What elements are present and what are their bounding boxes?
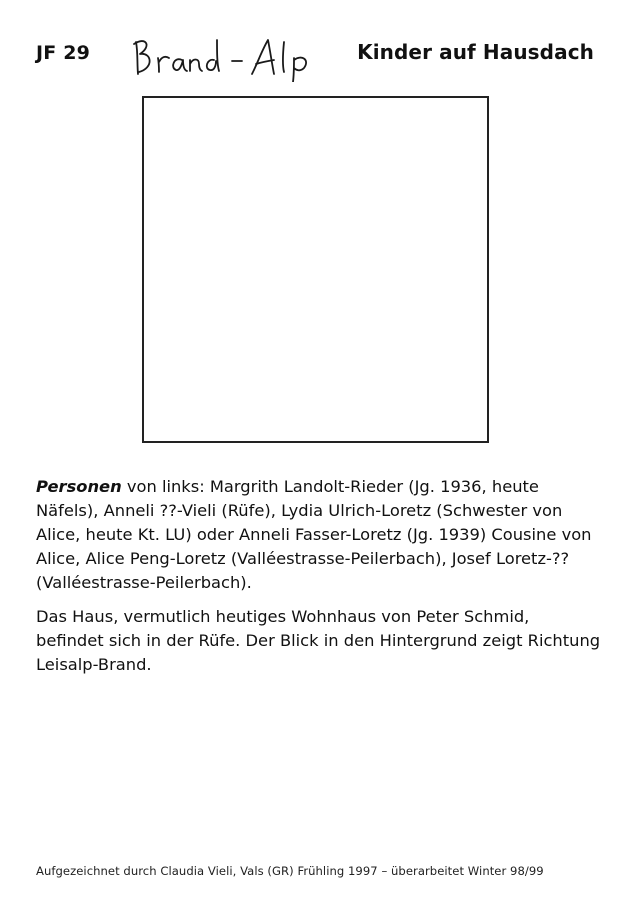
document-id: JF 29: [36, 42, 91, 64]
persons-text: von links: Margrith Landolt-Rieder (Jg. 1936, heute Näfels), Anneli ??-Vieli (Rüfe), Lydia Ulrich-Loretz (Schwester von Alice, heute Kt. LU) oder Anneli Fasser-Loretz (Jg. 1939) Cousine von Alice, Alice Peng-Loretz (Valléestrasse-Peilerbach), Josef Loretz-?? (Valléestrasse-Peilerbach).: [36, 477, 592, 592]
description-block: [36, 475, 602, 687]
document-title: Kinder auf Hausdach: [357, 40, 594, 64]
handwritten-annotation: [128, 28, 328, 82]
description-paragraph: Das Haus, vermutlich heutiges Wohnhaus von Peter Schmid, befindet sich in der Rüfe. Der Blick in den Hintergrund zeigt Richtung Leisalp-Brand.: [36, 607, 601, 674]
footer-credit: Aufgezeichnet durch Claudia Vieli, Vals (GR) Frühling 1997 – überarbeitet Winter 98/99: [36, 864, 544, 878]
persons-label: Personen: [36, 477, 122, 496]
handwritten-brand-alp-signature: [128, 28, 328, 82]
persons-paragraph: [36, 475, 602, 595]
photo-placeholder-frame: [142, 96, 489, 443]
